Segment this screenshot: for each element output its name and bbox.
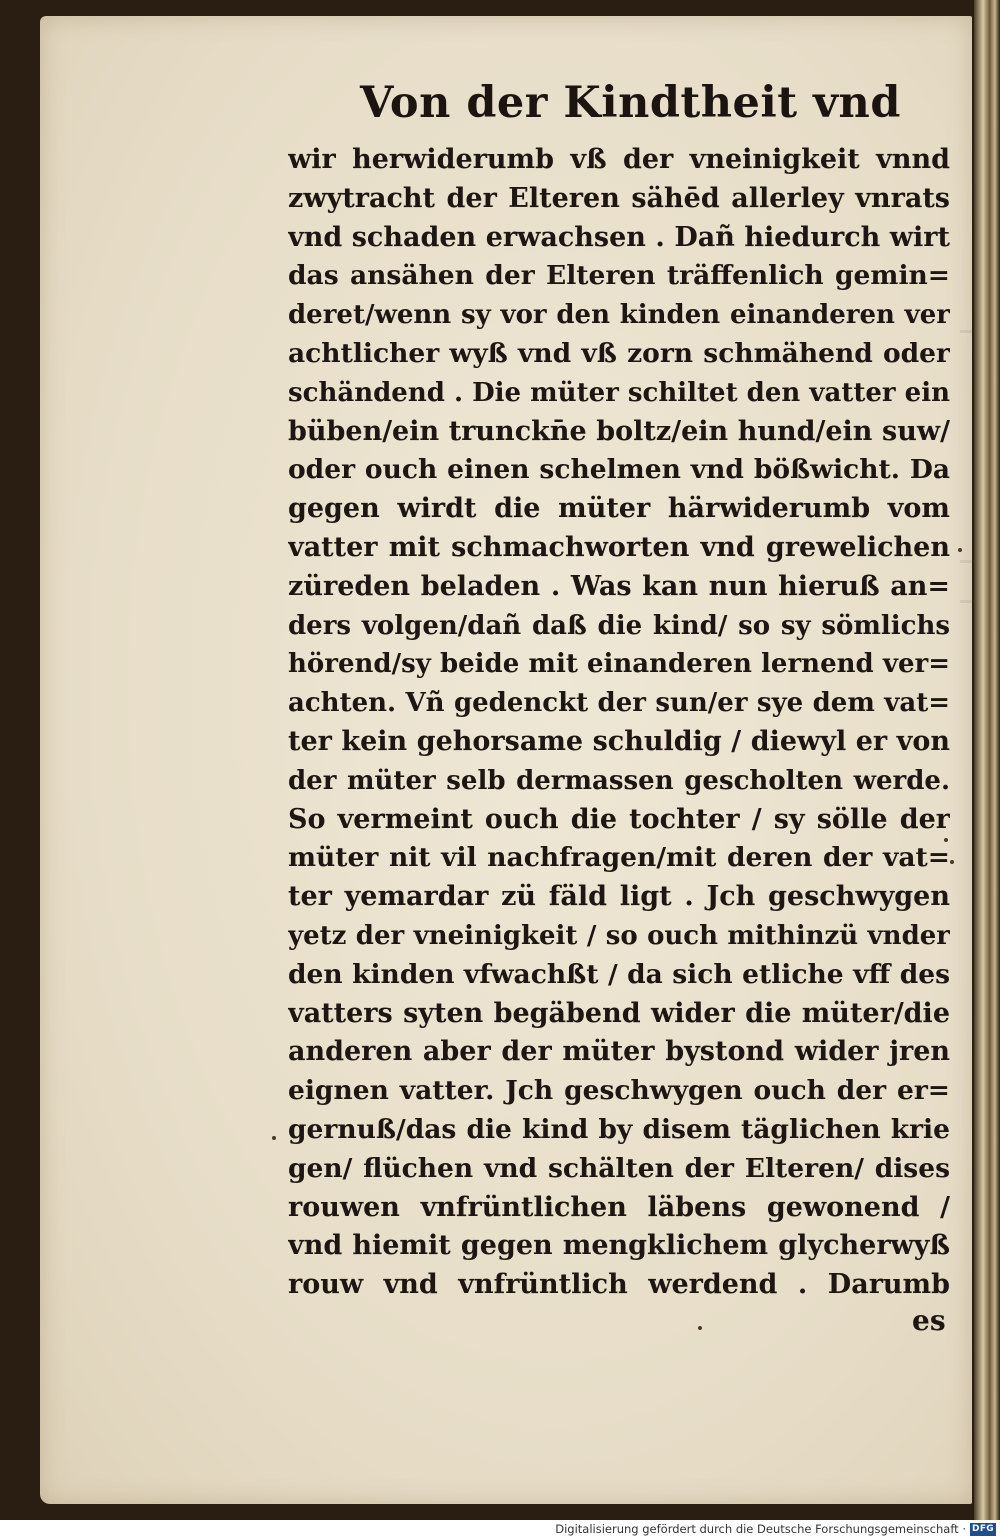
ink-dot [958,548,962,552]
text-line: gegen wirdt die müter härwiderumb vom [288,493,950,525]
bleed-through-mark [960,330,974,333]
ink-dot [272,1136,276,1140]
ink-dot [698,1326,702,1330]
catchword: es [912,1304,946,1337]
text-line: der müter selb dermassen gescholten werde. [288,765,950,796]
text-line: vnd schaden erwachsen . Dañ hiedurch wirt [288,221,950,253]
text-line: oder ouch einen schelmen vnd bößwicht. Da [288,454,950,486]
text-line: vatters syten begäbend wider die müter/die [288,997,950,1029]
text-line: das ansähen der Elteren träffenlich gemin= [288,260,950,292]
text-line: wir herwiderumb vß der vneinigkeit vnnd [288,144,950,175]
text-line: vatter mit schmachworten vnd grewelichen [288,531,950,563]
text-line: zwytracht der Elteren sähēd allerley vnrats [288,182,950,214]
text-line: rouwen vnfrüntlichen läbens gewonend / [288,1191,950,1223]
text-line: rouw vnd vnfrüntlich werdend . Darumb [288,1269,950,1301]
text-line: eignen vatter. Jch geschwygen ouch der er= [288,1075,950,1107]
text-line: achtlicher wyß vnd vß zorn schmähend oder [288,337,950,369]
ink-dot [950,860,954,864]
text-line: yetz der vneinigkeit / so ouch mithinzü vnder [288,920,950,951]
bleed-through-mark [960,560,974,563]
text-line: achten. Vñ gedenckt der sun/er sye dem vat= [288,688,950,719]
text-line: büben/ein trunckn̄e boltz/ein hund/ein suw/ [288,415,950,447]
footer-bar [0,1520,1000,1540]
page-heading: Von der Kindtheit vnd [360,78,901,128]
dfg-logo: DFG [970,1523,996,1536]
ink-dot [944,838,948,842]
text-line: So vermeint ouch die tochter / sy sölle der [288,803,950,835]
text-line: vnd hiemit gegen mengklichem glycherwyß [288,1230,950,1262]
book-edge [974,0,1000,1520]
text-line: schändend . Die müter schiltet den vatter ein [288,377,950,408]
bleed-through-mark [960,600,974,603]
text-line: gernuß/das die kind by disem täglichen krie [288,1113,950,1145]
text-block [288,141,950,1305]
text-line: anderen aber der müter bystond wider jren [288,1036,950,1068]
footer-credit: Digitalisierung gefördert durch die Deutsche Forschungsgemeinschaft · [555,1522,966,1536]
text-line: züreden beladen . Was kan nun hieruß an= [288,570,950,602]
text-line: ter yemardar zü fäld ligt . Jch geschwygen [288,881,950,913]
text-line: ders volgen/dañ daß die kind/ so sy sömlichs [288,610,950,641]
text-line: müter nit vil nachfragen/mit deren der vat= [288,842,950,874]
text-line: ter kein gehorsame schuldig / diewyl er von [288,725,950,757]
text-line: deret/wenn sy vor den kinden einanderen ver [288,300,950,331]
text-line: hörend/sy beide mit einanderen lernend ver= [288,649,950,680]
text-line: gen/ flüchen vnd schälten der Elteren/ dises [288,1152,950,1184]
text-line: den kinden vfwachßt / da sich etliche vff des [288,958,950,990]
